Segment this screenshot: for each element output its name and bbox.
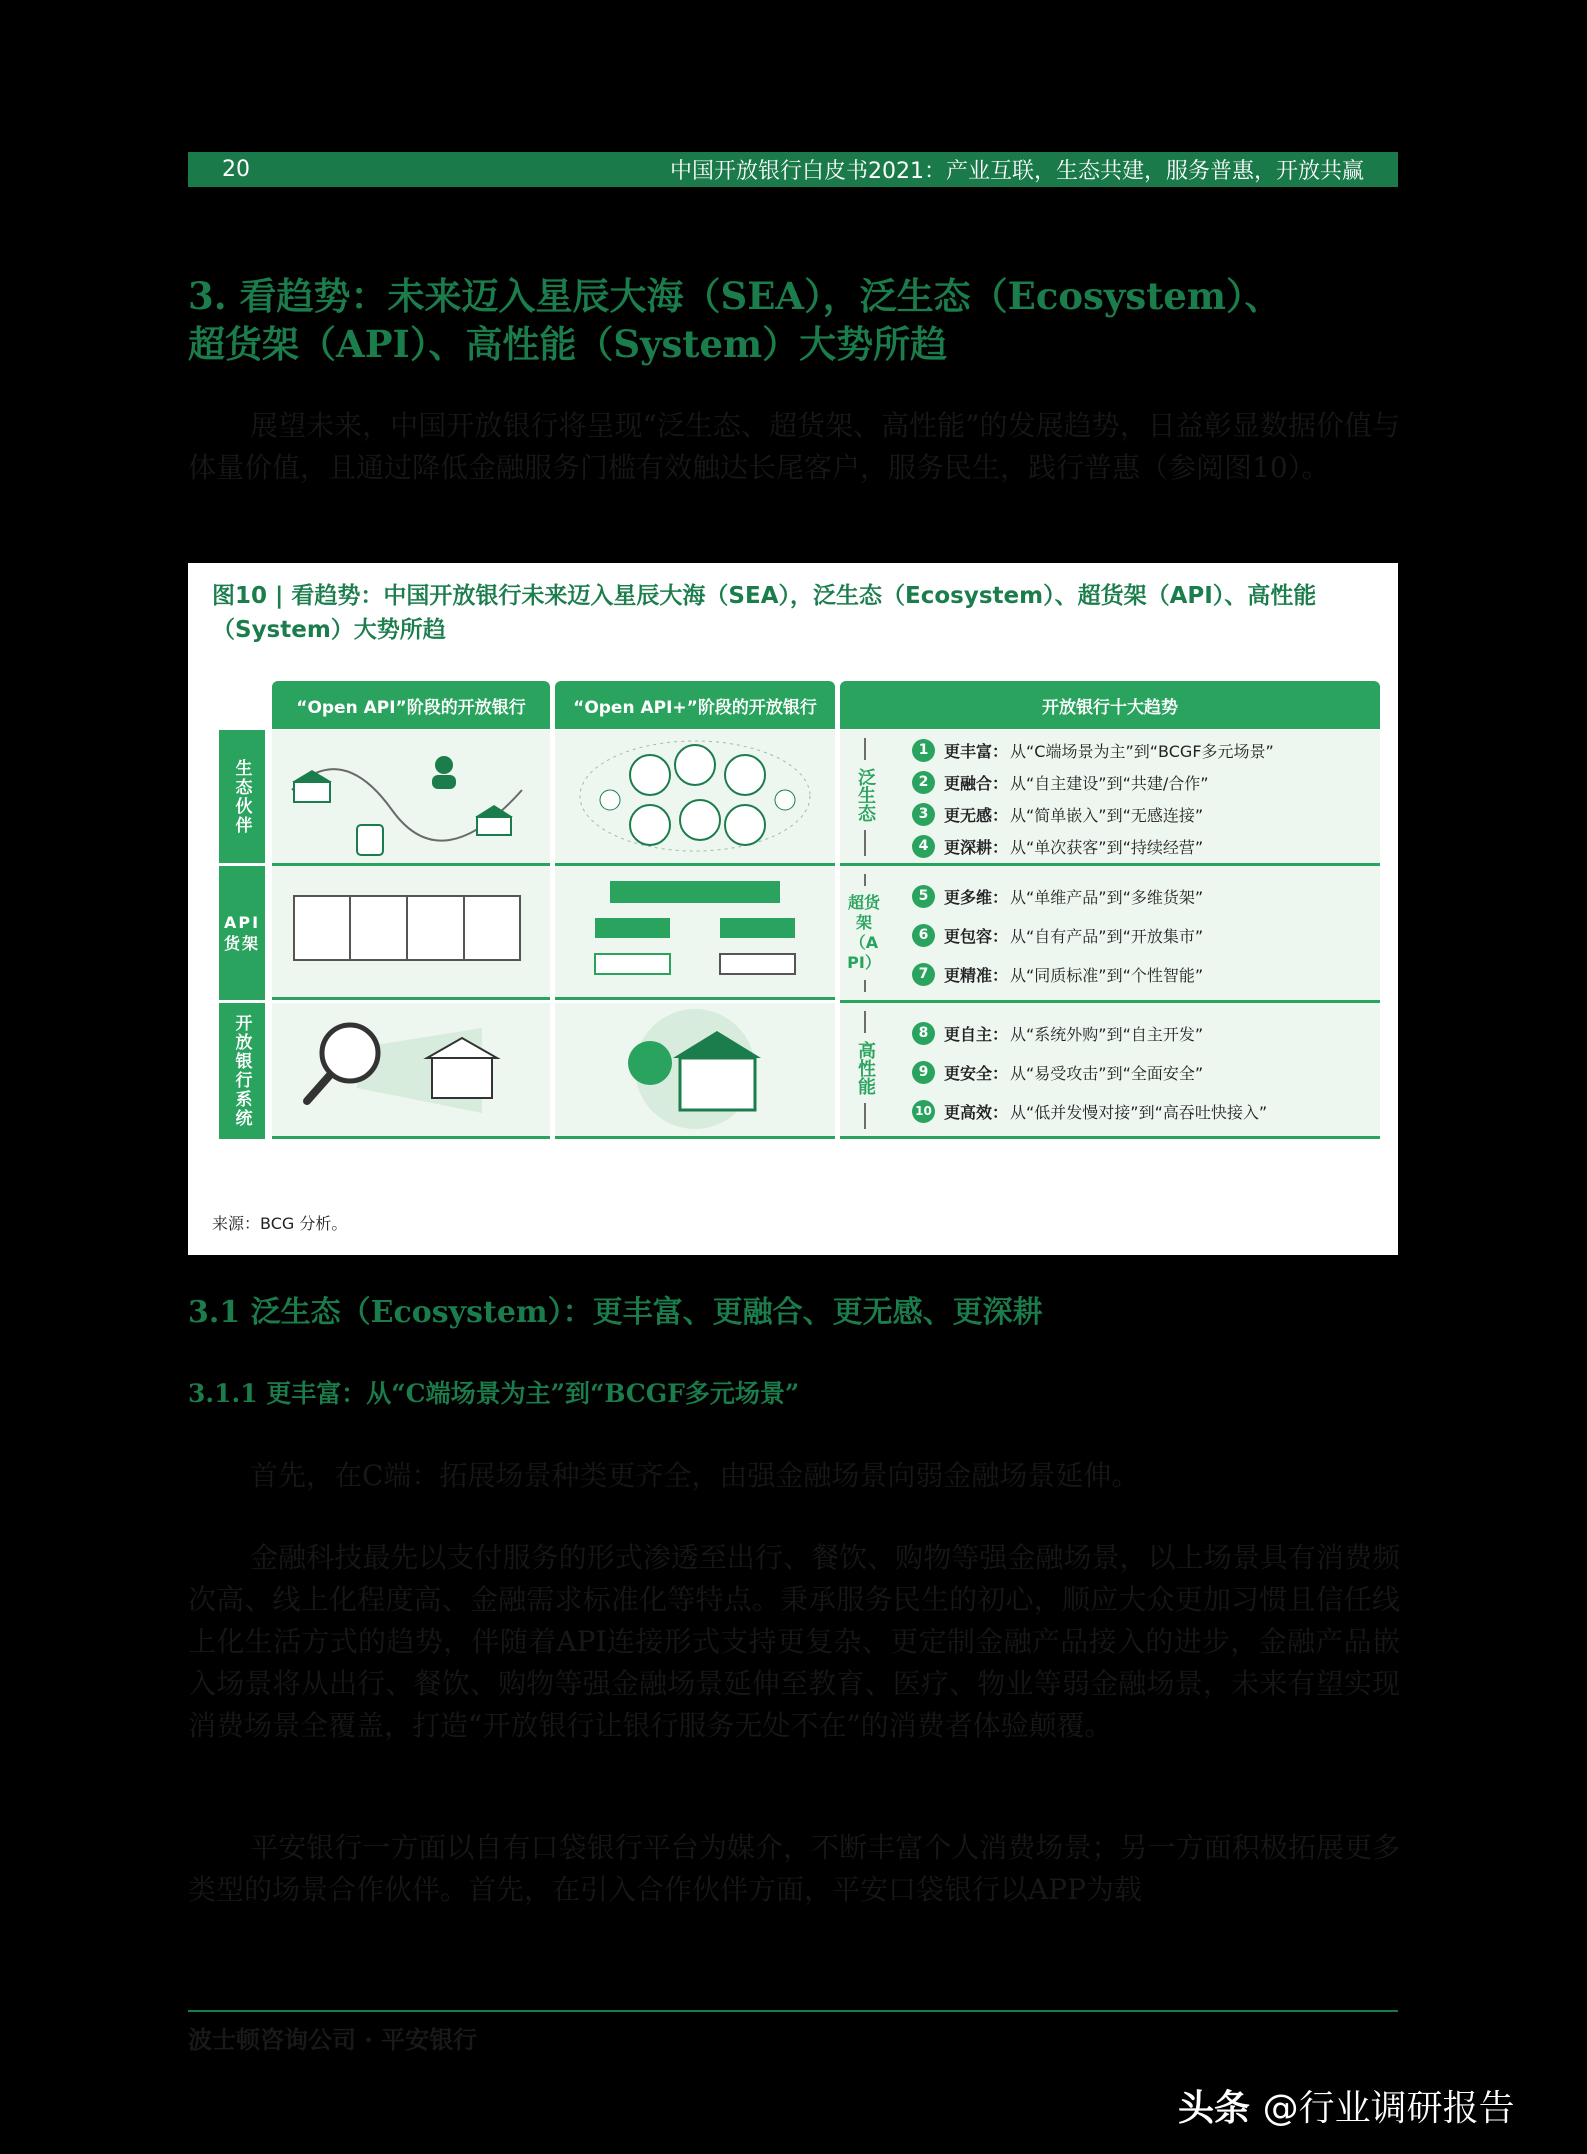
trend-text: 从“单维产品”到“多维货架” [1010, 887, 1204, 907]
trend-title: 更多维： [944, 887, 1009, 907]
trend-item [912, 956, 1203, 992]
intro-paragraph [188, 405, 1400, 489]
trend-number: 7 [912, 963, 935, 986]
puzzle-stack-illustration [555, 866, 835, 997]
magnifier-bank-illustration [272, 1003, 550, 1136]
trend-group-api-shelf [840, 866, 1380, 1003]
footer-credit: 波士顿咨询公司 · 平安银行 [188, 2025, 478, 2054]
partner-path-illustration [272, 730, 550, 863]
trend-title: 更精准： [944, 965, 1009, 985]
trend-item [912, 1015, 1203, 1051]
trend-title: 更无感： [944, 805, 1009, 825]
trend-group-ecosystem [840, 730, 1380, 866]
trend-number: 1 [912, 739, 935, 762]
trend-number: 3 [912, 803, 935, 826]
section-title-line2: 超货架（API）、高性能（System）大势所趋 [188, 322, 948, 366]
cell-api-open-api [272, 866, 550, 1000]
intro-text: 展望未来，中国开放银行将呈现“泛生态、超货架、高性能”的发展趋势，日益彰显数据价值与体量价值，且通过降低金融服务门槛有效触达长尾客户，服务民生，践行普惠（参阅图10）。 [188, 409, 1400, 484]
trend-text: 从“同质标准”到“个性智能” [1010, 965, 1204, 985]
subsubsection-heading: 3.1.1 更丰富：从“C端场景为主”到“BCGF多元场景” [188, 1379, 800, 1408]
trend-item [912, 1054, 1203, 1090]
trend-number: 2 [912, 771, 935, 794]
subsection-heading: 3.1 泛生态（Ecosystem）：更丰富、更融合、更无感、更深耕 [188, 1295, 1043, 1330]
trend-title: 更丰富： [944, 741, 1009, 761]
paragraph-text: 平安银行一方面以自有口袋银行平台为媒介，不断丰富个人消费场景；另一方面积极拓展更多类型的场景合作伙伴。首先，在引入合作伙伴方面，平安口袋银行以APP为载 [188, 1831, 1400, 1906]
trend-category: 高性能 [850, 1033, 880, 1103]
trend-text: 从“单次获客”到“持续经营” [1010, 837, 1204, 857]
trend-title: 更深耕： [944, 837, 1009, 857]
strong-bank-illustration [555, 1003, 835, 1136]
watermark [1178, 2080, 1515, 2131]
running-title: 中国开放银行白皮书2021：产业互联，生态共建，服务普惠，开放共赢 [670, 159, 1364, 184]
footer-divider [188, 2010, 1398, 2012]
trend-number: 5 [912, 885, 935, 908]
trend-item [912, 917, 1203, 953]
trend-number: 10 [912, 1100, 935, 1123]
section-title [188, 272, 1408, 368]
trend-title: 更高效： [944, 1102, 1009, 1122]
section-title-line1: 3. 看趋势：未来迈入星辰大海（SEA），泛生态（Ecosystem）、 [188, 274, 1282, 318]
cell-system-open-api-plus [555, 1003, 835, 1139]
cell-api-open-api-plus [555, 866, 835, 1000]
trend-item [912, 732, 1274, 768]
trend-title: 更融合： [944, 773, 1009, 793]
running-header [188, 152, 1398, 187]
cell-ecosystem-open-api [272, 730, 550, 866]
bank-icon [475, 805, 513, 835]
trend-text: 从“系统外购”到“自主开发” [1010, 1024, 1204, 1044]
trend-item [912, 1093, 1267, 1129]
watermark-handle: @行业调研报告 [1262, 2088, 1515, 2129]
trend-item [912, 764, 1209, 800]
trend-text: 从“自主建设”到“共建/合作” [1010, 773, 1209, 793]
trend-category: 超货架（API） [847, 886, 881, 980]
cell-system-open-api [272, 1003, 550, 1139]
trend-item [912, 796, 1203, 832]
trend-number: 6 [912, 924, 935, 947]
row-label-bank-system: 开放银行系统 [219, 1003, 265, 1139]
trend-title: 更自主： [944, 1024, 1009, 1044]
trend-number: 4 [912, 835, 935, 858]
column-head-ten-trends: 开放银行十大趋势 [840, 681, 1380, 729]
column-head-open-api-plus: “Open API+”阶段的开放银行 [555, 681, 835, 729]
trend-category: 泛生态 [850, 760, 880, 830]
trend-item [912, 828, 1203, 864]
page-number: 20 [222, 157, 250, 182]
trend-group-system [840, 1003, 1380, 1139]
trend-item [912, 878, 1203, 914]
puzzle-illustration [272, 866, 550, 997]
row-label-ecosystem: 生态伙伴 [219, 730, 265, 863]
body-paragraph [188, 1537, 1400, 1747]
cell-ecosystem-open-api-plus [555, 730, 835, 866]
trend-title: 更安全： [944, 1063, 1009, 1083]
body-paragraph [188, 1455, 1400, 1497]
figure-source: 来源：BCG 分析。 [212, 1214, 348, 1233]
body-paragraph [188, 1827, 1400, 1911]
trend-text: 从“C端场景为主”到“BCGF多元场景” [1010, 741, 1274, 761]
trend-text: 从“低并发慢对接”到“高吞吐快接入” [1010, 1102, 1268, 1122]
network-illustration [555, 730, 835, 863]
column-head-open-api: “Open API”阶段的开放银行 [272, 681, 550, 729]
paragraph-text: 首先，在C端：拓展场景种类更齐全，由强金融场景向弱金融场景延伸。 [250, 1459, 1140, 1492]
bank-icon [292, 770, 332, 802]
trend-number: 8 [912, 1022, 935, 1045]
figure-10 [188, 563, 1398, 1255]
figure-title: 图10 | 看趋势：中国开放银行未来迈入星辰大海（SEA），泛生态（Ecosystem）、超货架（API）、高性能（System）大势所趋 [212, 583, 1317, 643]
trend-text: 从“简单嵌入”到“无感连接” [1010, 805, 1204, 825]
paragraph-text: 金融科技最先以支付服务的形式渗透至出行、餐饮、购物等强金融场景，以上场景具有消费频次高、线上化程度高、金融需求标准化等特点。秉承服务民生的初心，顺应大众更加习惯且信任线上化生活方式的趋势，伴随着API连接形式支持更复杂、更定制金融产品接入的进步，金融产品嵌入场景将从出行、餐饮、购物等强金融场景延伸至教育、医疗、物业等弱金融场景，未来有望实现消费场景全覆盖，打造“开放银行让银行服务无处不在”的消费者体验颠覆。 [188, 1541, 1400, 1742]
building-icon [357, 825, 383, 855]
trend-text: 从“自有产品”到“开放集市” [1010, 926, 1204, 946]
row-label-api-shelf: API 货架 [219, 866, 265, 1000]
watermark-brand: 头条 [1178, 2088, 1251, 2129]
trend-number: 9 [912, 1061, 935, 1084]
person-icon [432, 756, 456, 789]
trend-title: 更包容： [944, 926, 1009, 946]
trend-text: 从“易受攻击”到“全面安全” [1010, 1063, 1204, 1083]
